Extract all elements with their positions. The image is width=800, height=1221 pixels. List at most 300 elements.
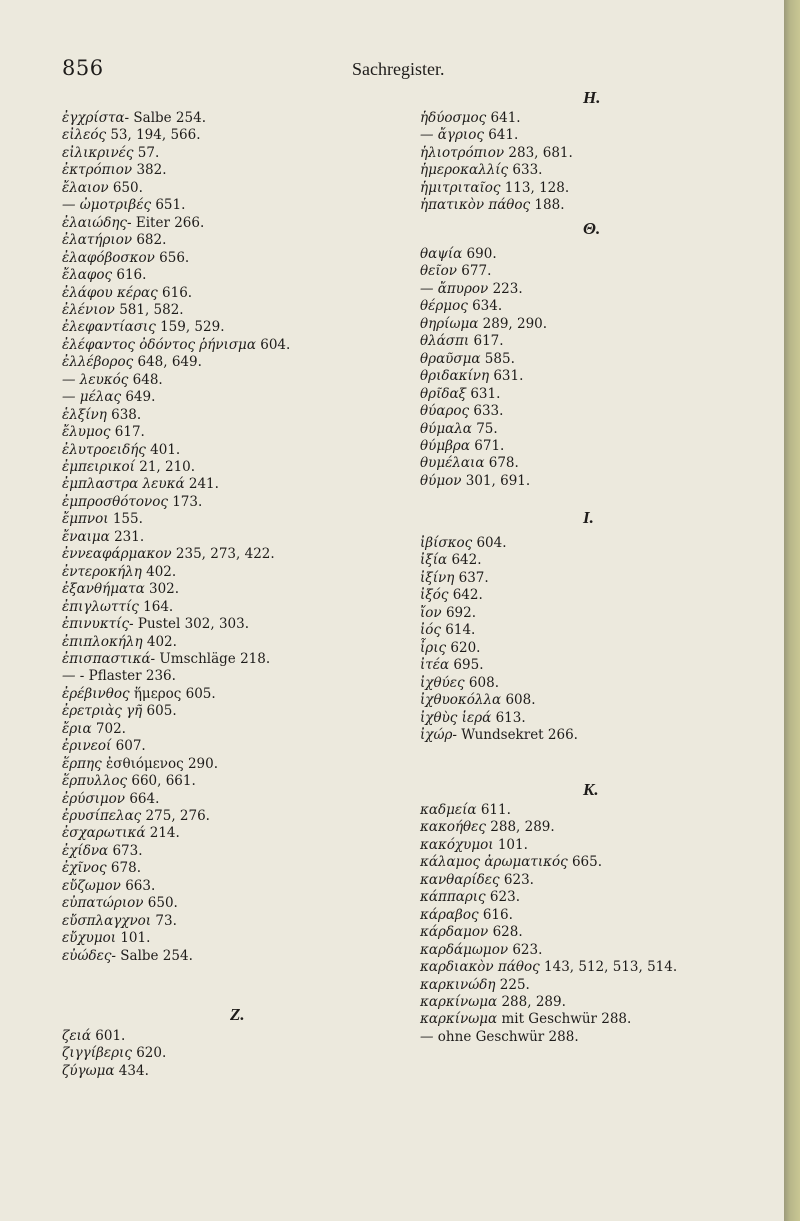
section-heading-k: K. bbox=[583, 780, 599, 799]
index-term: κάππαρις bbox=[420, 889, 486, 906]
index-term: ἐχίδνα bbox=[62, 842, 109, 859]
index-term: κάλαμος ἀρωματικός bbox=[420, 854, 568, 871]
index-entry bbox=[62, 843, 143, 860]
index-entry bbox=[62, 127, 201, 144]
index-term: καδμεία bbox=[420, 802, 477, 818]
index-reference: ohne Geschwür 288. bbox=[437, 1028, 579, 1045]
index-entry bbox=[62, 686, 216, 703]
index-reference: 623. bbox=[489, 889, 520, 906]
index-reference: 159, 529. bbox=[160, 319, 225, 336]
index-term: ἰξίνη bbox=[420, 569, 455, 586]
index-term: θύαρος bbox=[420, 403, 470, 420]
index-term: ἰτέα bbox=[420, 657, 450, 674]
index-term: ζειά bbox=[62, 1028, 91, 1044]
index-entry bbox=[420, 802, 511, 819]
index-entry bbox=[420, 622, 475, 639]
index-term: θραῦσμα bbox=[420, 350, 481, 367]
index-term: ἔλυμος bbox=[62, 424, 111, 441]
index-term: — ἄγριος bbox=[420, 127, 484, 144]
index-reference: 143, 512, 513, 514. bbox=[544, 959, 678, 976]
section-heading-h: H. bbox=[583, 88, 601, 107]
index-entry bbox=[62, 476, 219, 493]
index-entry bbox=[62, 442, 180, 459]
index-reference: 188. bbox=[534, 197, 565, 214]
index-reference: 650. bbox=[112, 179, 143, 196]
index-term: ἐρυσίπελας bbox=[62, 808, 142, 824]
index-reference: 656. bbox=[159, 249, 190, 266]
index-entry bbox=[62, 162, 167, 179]
index-entry bbox=[62, 232, 166, 249]
index-reference: 642. bbox=[451, 552, 482, 569]
section-heading-i: I. bbox=[583, 508, 594, 527]
index-term: ἐκτρόπιον bbox=[62, 162, 133, 179]
index-reference: Salbe 254. bbox=[120, 947, 193, 964]
index-entry bbox=[420, 316, 547, 333]
index-entry bbox=[62, 389, 155, 406]
index-term: ἐπισπαστικά- bbox=[62, 650, 156, 667]
index-reference: 641. bbox=[490, 110, 521, 126]
index-entry bbox=[62, 948, 193, 965]
index-entry bbox=[420, 727, 578, 744]
index-term: θέρμος bbox=[420, 298, 468, 315]
index-entry bbox=[420, 145, 573, 162]
index-term: ἐχῖνος bbox=[62, 860, 107, 877]
page-edge bbox=[784, 0, 800, 1221]
index-term: ἰχθύες bbox=[420, 674, 465, 691]
index-entry bbox=[420, 263, 491, 280]
index-term: ἐπιπλοκήλη bbox=[62, 633, 143, 650]
index-reference: 648. bbox=[132, 371, 163, 388]
index-term: ἐλλέβορος bbox=[62, 354, 134, 371]
index-reference: 616. bbox=[162, 284, 193, 301]
index-reference: 605. bbox=[146, 703, 177, 720]
index-entry bbox=[62, 546, 275, 563]
index-reference: 611. bbox=[480, 802, 511, 818]
index-reference: 702. bbox=[95, 720, 126, 737]
index-term: θριδακίνη bbox=[420, 368, 490, 385]
index-reference: 288, 289. bbox=[501, 993, 566, 1010]
index-term: ζιγγίβερις bbox=[62, 1045, 132, 1062]
index-entry bbox=[420, 907, 513, 924]
index-entry bbox=[62, 581, 179, 598]
index-entry bbox=[62, 825, 180, 842]
index-reference: 53, 194, 566. bbox=[110, 127, 201, 144]
index-term: ἔρια bbox=[62, 720, 92, 737]
index-entry bbox=[62, 860, 141, 877]
index-reference: 608. bbox=[468, 674, 499, 691]
index-term: ἔναιμα bbox=[62, 528, 110, 545]
index-term: κανθαρίδες bbox=[420, 871, 500, 888]
index-term: ἐλέφαντος ὀδόντος ῥήνισμα bbox=[62, 336, 256, 353]
index-entry bbox=[62, 319, 225, 336]
index-term: ζύγωμα bbox=[62, 1062, 115, 1079]
index-term: ἐλαφόβοσκον bbox=[62, 249, 155, 266]
index-entry bbox=[62, 738, 146, 755]
index-term: κάρδαμον bbox=[420, 924, 489, 941]
index-entry bbox=[420, 924, 523, 941]
index-reference: 173. bbox=[172, 493, 203, 510]
index-term: εἰλικρινές bbox=[62, 144, 134, 161]
index-reference: 620. bbox=[450, 639, 481, 656]
index-reference: ἥμερος 605. bbox=[133, 685, 216, 702]
index-entry bbox=[62, 791, 159, 808]
index-term: θλάσπι bbox=[420, 333, 470, 350]
index-reference: 673. bbox=[112, 842, 143, 859]
index-entry bbox=[420, 110, 521, 127]
index-entry bbox=[420, 403, 503, 420]
index-entry bbox=[62, 267, 146, 284]
index-term: ἰξός bbox=[420, 587, 449, 604]
index-term: ἐξανθήματα bbox=[62, 581, 145, 598]
index-entry bbox=[420, 959, 677, 976]
index-term: ἐμπειρικοί bbox=[62, 459, 135, 475]
index-reference: 671. bbox=[474, 437, 505, 454]
index-entry bbox=[420, 197, 564, 214]
index-term: ἐλένιον bbox=[62, 301, 115, 318]
index-term: ἐμπροσθότονος bbox=[62, 493, 168, 510]
index-entry bbox=[420, 351, 515, 368]
index-entry bbox=[420, 1011, 631, 1028]
index-term: κακοήθες bbox=[420, 819, 486, 836]
index-reference: 678. bbox=[488, 455, 519, 472]
index-term: καρδάμωμον bbox=[420, 941, 509, 958]
index-entry bbox=[420, 977, 530, 994]
index-reference: 113, 128. bbox=[504, 179, 570, 196]
index-reference: 601. bbox=[95, 1028, 126, 1044]
index-reference: 608. bbox=[505, 692, 536, 709]
index-entry bbox=[62, 354, 202, 371]
index-entry bbox=[420, 127, 518, 144]
index-term: ἐλεφαντίασις bbox=[62, 319, 156, 336]
index-reference: 628. bbox=[492, 924, 523, 941]
index-entry bbox=[420, 942, 542, 959]
index-term: ἐλαιώδης- bbox=[62, 214, 132, 231]
index-term: καρκινώδη bbox=[420, 976, 496, 993]
index-term: — ἄπυρον bbox=[420, 280, 489, 297]
section-heading-theta: Θ. bbox=[583, 219, 601, 238]
index-reference: 164. bbox=[143, 598, 174, 615]
index-entry bbox=[420, 819, 555, 836]
index-term: θύμαλα bbox=[420, 420, 472, 437]
index-entry bbox=[420, 854, 602, 871]
index-reference: Salbe 254. bbox=[133, 110, 206, 126]
index-entry bbox=[420, 1029, 579, 1046]
index-term: ἰχθὺς ἱερά bbox=[420, 709, 492, 726]
index-term: ἔλαφος bbox=[62, 267, 113, 284]
index-entry bbox=[62, 372, 163, 389]
index-reference: 634. bbox=[472, 298, 503, 315]
index-reference: mit Geschwür 288. bbox=[501, 1011, 632, 1028]
index-reference: 223. bbox=[492, 280, 523, 297]
index-reference: 604. bbox=[260, 336, 291, 353]
index-entry bbox=[62, 808, 210, 825]
index-term: ἑλξίνη bbox=[62, 406, 107, 423]
index-entry bbox=[62, 250, 189, 267]
index-entry bbox=[420, 368, 523, 385]
index-reference: 677. bbox=[461, 263, 492, 280]
index-term: ἕρπυλλος bbox=[62, 773, 128, 790]
index-term: ἰβίσκος bbox=[420, 535, 473, 551]
index-term: εὔσπλαγχνοι bbox=[62, 912, 152, 929]
index-reference: 434. bbox=[118, 1062, 149, 1079]
index-term: ἐρέβινθος bbox=[62, 685, 130, 702]
index-term: εἰλεός bbox=[62, 127, 107, 144]
index-term: θαψία bbox=[420, 246, 463, 262]
index-term: ἰχθυοκόλλα bbox=[420, 692, 502, 709]
index-reference: 614. bbox=[445, 622, 476, 639]
page-number: 856 bbox=[62, 56, 104, 80]
index-reference: Eiter 266. bbox=[135, 214, 205, 231]
index-term: ἐρύσιμον bbox=[62, 790, 126, 807]
index-reference: 617. bbox=[473, 333, 504, 350]
index-reference: 690. bbox=[466, 246, 497, 262]
index-reference: 616. bbox=[116, 267, 147, 284]
index-reference: 302. bbox=[149, 581, 180, 598]
index-term: εὔχυμοι bbox=[62, 930, 117, 947]
index-reference: 301, 691. bbox=[465, 472, 531, 489]
index-term: ἡμιτριταῖος bbox=[420, 179, 501, 196]
index-reference: 695. bbox=[453, 657, 484, 674]
index-term: κακόχυμοι bbox=[420, 836, 494, 853]
index-entry bbox=[420, 640, 480, 657]
index-reference: 692. bbox=[445, 604, 476, 621]
index-term: ἐλατήριον bbox=[62, 232, 133, 249]
index-term: ἰξία bbox=[420, 552, 448, 569]
index-entry bbox=[62, 197, 185, 214]
index-entry bbox=[62, 529, 144, 546]
index-term: θηρίωμα bbox=[420, 315, 479, 332]
index-term: ἕρπης bbox=[62, 755, 102, 772]
index-term: θύμβρα bbox=[420, 437, 470, 454]
index-reference: 648, 649. bbox=[137, 354, 202, 371]
index-term: ἐρινεοί bbox=[62, 738, 112, 755]
index-reference: 631. bbox=[493, 368, 524, 385]
index-reference: 57. bbox=[137, 144, 160, 161]
index-entry bbox=[62, 703, 177, 720]
index-entry bbox=[62, 424, 145, 441]
index-entry bbox=[62, 494, 202, 511]
index-entry bbox=[420, 872, 534, 889]
index-term: ἐρετριὰς γῆ bbox=[62, 703, 143, 720]
index-entry bbox=[420, 889, 520, 906]
index-reference: Pustel 302, 303. bbox=[137, 616, 249, 633]
index-term: καρκίνωμα bbox=[420, 1011, 498, 1028]
index-entry bbox=[62, 511, 143, 528]
index-reference: 21, 210. bbox=[139, 459, 196, 475]
index-reference: 402. bbox=[146, 633, 177, 650]
index-entry bbox=[62, 1063, 149, 1080]
index-reference: 288, 289. bbox=[490, 819, 555, 836]
index-entry bbox=[420, 675, 499, 692]
index-reference: 617. bbox=[114, 424, 145, 441]
index-entry bbox=[420, 994, 566, 1011]
index-term: ἐλάφου κέρας bbox=[62, 284, 158, 301]
index-reference: 620. bbox=[136, 1045, 167, 1062]
index-reference: ἐσθιόμενος 290. bbox=[106, 755, 219, 772]
index-term: κάραβος bbox=[420, 906, 479, 923]
index-reference: 101. bbox=[120, 930, 151, 947]
index-term: θρῖδαξ bbox=[420, 385, 467, 402]
index-entry bbox=[62, 110, 206, 127]
index-entry bbox=[62, 651, 270, 668]
index-entry bbox=[62, 459, 195, 476]
index-entry bbox=[420, 162, 542, 179]
index-entry bbox=[62, 1028, 125, 1045]
index-entry bbox=[420, 473, 530, 490]
index-reference: 651. bbox=[155, 197, 186, 214]
index-reference: 664. bbox=[129, 790, 160, 807]
index-term: ἐπιγλωττίς bbox=[62, 598, 139, 615]
index-term: — μέλας bbox=[62, 389, 122, 406]
index-reference: 225. bbox=[499, 976, 530, 993]
index-reference: 75. bbox=[476, 420, 498, 437]
index-term: καρκίνωμα bbox=[420, 993, 498, 1010]
section-heading-z: Z. bbox=[230, 1005, 245, 1024]
index-entry bbox=[62, 668, 176, 685]
index-term: ἶρις bbox=[420, 639, 447, 656]
index-term: ἰχώρ- bbox=[420, 726, 457, 743]
index-entry bbox=[420, 246, 497, 263]
index-entry bbox=[62, 337, 290, 354]
index-entry bbox=[420, 298, 502, 315]
index-term: ἡμεροκαλλίς bbox=[420, 162, 509, 179]
index-entry bbox=[420, 570, 489, 587]
index-reference: 275, 276. bbox=[145, 808, 210, 824]
index-term: ἡδύοσμος bbox=[420, 110, 487, 126]
index-term: ἰός bbox=[420, 622, 441, 639]
index-reference: 214. bbox=[149, 825, 180, 842]
index-term: ἐμπλαστρα λευκά bbox=[62, 476, 185, 493]
index-term: ἐλυτροειδής bbox=[62, 441, 146, 458]
index-entry bbox=[420, 692, 536, 709]
index-reference: 401. bbox=[150, 441, 181, 458]
index-reference: 73. bbox=[155, 912, 177, 929]
index-entry bbox=[420, 281, 523, 298]
index-term: θυμέλαια bbox=[420, 455, 485, 472]
index-term: ἡπατικὸν πάθος bbox=[420, 197, 531, 214]
index-entry bbox=[420, 421, 498, 438]
index-term: ἔλαιον bbox=[62, 179, 109, 196]
index-reference: 682. bbox=[136, 232, 167, 249]
index-entry bbox=[62, 564, 176, 581]
index-reference: 155. bbox=[112, 511, 143, 528]
index-reference: 631. bbox=[470, 385, 501, 402]
index-entry bbox=[62, 302, 184, 319]
index-reference: 613. bbox=[495, 709, 526, 726]
index-entry bbox=[62, 407, 141, 424]
index-term: — bbox=[420, 1028, 434, 1045]
index-term: ἐπινυκτίς- bbox=[62, 616, 134, 633]
index-entry bbox=[420, 710, 526, 727]
index-reference: 642. bbox=[452, 587, 483, 604]
index-entry bbox=[62, 1045, 166, 1062]
index-entry bbox=[62, 930, 150, 947]
index-entry bbox=[62, 634, 177, 651]
index-reference: 231. bbox=[114, 528, 145, 545]
index-reference: 623. bbox=[503, 871, 534, 888]
index-entry bbox=[420, 455, 519, 472]
index-entry bbox=[420, 605, 476, 622]
index-reference: Umschläge 218. bbox=[159, 650, 271, 667]
index-term: ἴον bbox=[420, 604, 442, 621]
index-reference: 604. bbox=[476, 535, 507, 551]
index-entry bbox=[62, 913, 177, 930]
index-entry bbox=[420, 552, 482, 569]
index-entry bbox=[62, 773, 196, 790]
index-entry bbox=[420, 587, 483, 604]
index-entry bbox=[420, 333, 504, 350]
index-reference: Pflaster 236. bbox=[88, 668, 176, 685]
index-entry bbox=[62, 285, 192, 302]
index-term: — ὠμοτριβές bbox=[62, 197, 152, 214]
index-term: καρδιακὸν πάθος bbox=[420, 959, 540, 976]
index-reference: 585. bbox=[484, 350, 515, 367]
index-reference: 641. bbox=[488, 127, 519, 144]
page-header: Sachregister. bbox=[352, 59, 445, 79]
index-term: θεῖον bbox=[420, 263, 457, 280]
index-reference: 665. bbox=[571, 854, 603, 871]
index-reference: 581, 582. bbox=[119, 301, 184, 318]
index-entry bbox=[420, 837, 528, 854]
index-reference: 101. bbox=[497, 836, 528, 853]
index-reference: 649. bbox=[125, 389, 156, 406]
index-reference: 633. bbox=[512, 162, 543, 179]
index-reference: 623. bbox=[512, 941, 543, 958]
index-term: ἐντεροκήλη bbox=[62, 563, 142, 580]
index-entry bbox=[420, 438, 504, 455]
index-reference: 663. bbox=[125, 877, 156, 894]
index-reference: 289, 290. bbox=[482, 315, 548, 332]
index-entry bbox=[62, 878, 155, 895]
index-entry bbox=[62, 756, 218, 773]
index-term: ἐγχρίστα- bbox=[62, 110, 130, 126]
index-reference: Wundsekret 266. bbox=[461, 726, 578, 743]
index-term: εὐπατώριον bbox=[62, 895, 144, 912]
index-term: ἐννεαφάρμακον bbox=[62, 546, 172, 563]
index-entry bbox=[62, 599, 173, 616]
index-reference: 382. bbox=[136, 162, 167, 179]
index-reference: 235, 273, 422. bbox=[175, 546, 275, 563]
index-reference: 607. bbox=[115, 738, 146, 755]
index-reference: 637. bbox=[458, 569, 489, 586]
index-term: θύμον bbox=[420, 472, 462, 489]
index-term: — - bbox=[62, 668, 85, 685]
index-reference: 283, 681. bbox=[508, 144, 573, 161]
index-reference: 616. bbox=[482, 906, 513, 923]
index-term: — λευκός bbox=[62, 371, 129, 388]
index-term: εὐώδες- bbox=[62, 947, 116, 964]
index-reference: 660, 661. bbox=[131, 773, 196, 790]
index-reference: 241. bbox=[188, 476, 219, 493]
index-entry bbox=[62, 721, 126, 738]
index-reference: 650. bbox=[147, 895, 178, 912]
index-reference: 678. bbox=[110, 860, 141, 877]
index-reference: 638. bbox=[111, 406, 142, 423]
index-entry bbox=[420, 180, 569, 197]
index-term: ἔμπνοι bbox=[62, 511, 109, 528]
index-entry bbox=[420, 535, 507, 552]
index-term: εὔζωμον bbox=[62, 877, 121, 894]
index-entry bbox=[62, 895, 178, 912]
index-entry bbox=[420, 657, 483, 674]
index-term: ἡλιοτρόπιον bbox=[420, 144, 505, 161]
index-entry bbox=[62, 215, 204, 232]
index-reference: 633. bbox=[473, 403, 504, 420]
index-entry bbox=[62, 145, 159, 162]
index-term: ἐσχαρωτικά bbox=[62, 825, 146, 842]
index-entry bbox=[420, 386, 500, 403]
index-entry bbox=[62, 180, 143, 197]
